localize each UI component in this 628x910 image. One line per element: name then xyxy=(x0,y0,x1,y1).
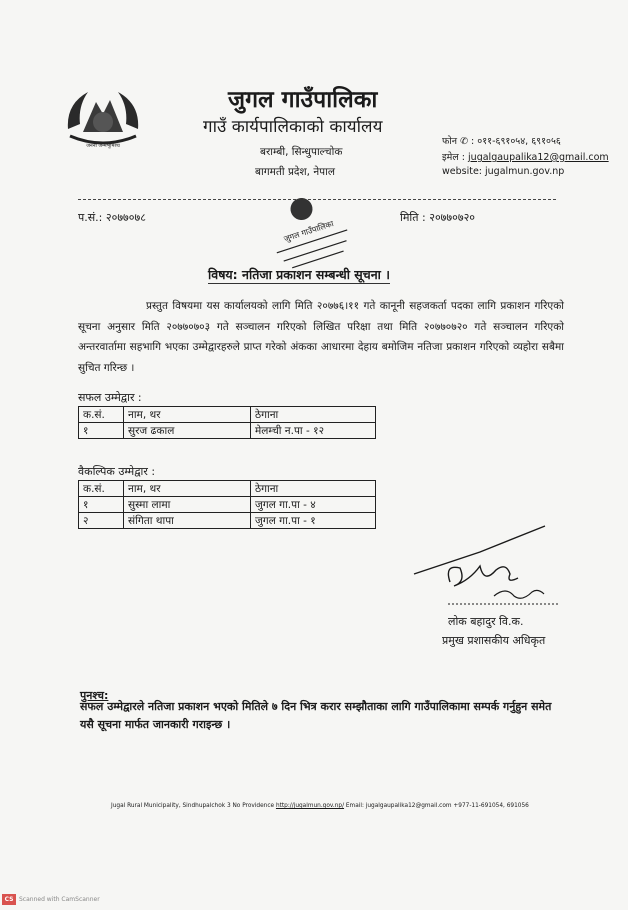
table-row xyxy=(79,423,376,439)
email-row xyxy=(442,150,609,163)
successful-heading: सफल उम्मेद्वार : xyxy=(78,391,142,404)
alternate-table xyxy=(78,480,376,529)
address-line-1: बराम्बी, सिन्धुपाल्चोक xyxy=(260,146,343,158)
table-cell: २ xyxy=(79,513,124,529)
email-link[interactable]: jugalgaupalika12@gmail.com xyxy=(468,152,609,163)
table-row xyxy=(79,513,376,529)
website-text: website: jugalmun.gov.np xyxy=(442,166,565,177)
table-cell: जुगल गा.पा - १ xyxy=(251,513,376,529)
subject-line: विषय: नतिजा प्रकाशन सम्बन्धी सूचना । xyxy=(208,267,390,282)
camscanner-icon: CS xyxy=(2,894,16,905)
header-cell: नाम, थर xyxy=(124,481,251,497)
alternate-heading: वैकल्पिक उम्मेद्वार : xyxy=(78,465,156,478)
table-header-row xyxy=(79,481,376,497)
footer xyxy=(111,803,529,809)
table-header-row xyxy=(79,407,376,423)
office-stamp xyxy=(253,188,363,270)
handwritten-signature xyxy=(410,522,565,607)
phone-text: फोन ✆ : ०११-६९१०५४, ६९१०५६ xyxy=(442,136,561,147)
office-title: जुगल गाउँपालिका xyxy=(228,86,378,113)
header-cell: क.सं. xyxy=(79,407,124,423)
email-label: इमेल : xyxy=(442,152,466,163)
table-cell: १ xyxy=(79,423,124,439)
nepal-emblem-logo xyxy=(58,84,148,152)
table-cell: १ xyxy=(79,497,124,513)
signatory-name: लोक बहादुर वि.क. xyxy=(448,615,524,628)
body-paragraph: प्रस्तुत विषयमा यस कार्यालयको लागि मिति २०७७६।११ गते कानूनी सहजकर्ता पदका लागि प्रकाशन गरिएको सूचना अनुसार मिति २०७७०७०३ गते सञ्चालन गरिएको लिखित परिक्षा तथा मिति २०७७०७२० गते सञ्चालन गरिएको अन्तरवार्तामा सहभागि भएका उम्मेद्वारहरुले प्राप्त गरेको अंकका आधारमा देहाय बमोजिम नतिजा प्रकाशन गरिएको व्यहोरा सबैमा सुचित गरिन्छ । xyxy=(78,300,564,374)
scanner-badge xyxy=(2,894,100,905)
header-cell: क.सं. xyxy=(79,481,124,497)
table-cell: संगिता थापा xyxy=(124,513,251,529)
letter-date: मिति : २०७७०७२० xyxy=(400,211,476,224)
reference-number: प.सं.: २०७७०७८ xyxy=(78,211,146,224)
header-cell: ठेगाना xyxy=(251,481,376,497)
header-cell: नाम, थर xyxy=(124,407,251,423)
header-cell: ठेगाना xyxy=(251,407,376,423)
footer-email: Email: jugalgaupalika12@gmail.com xyxy=(345,803,452,809)
svg-text:जननी जन्मभूमिश्च: जननी जन्मभूमिश्च xyxy=(86,143,120,149)
address-line-2: बागमती प्रदेश, नेपाल xyxy=(255,166,335,178)
table-cell: सुस्मा लामा xyxy=(124,497,251,513)
scanner-badge-text: Scanned with CamScanner xyxy=(19,896,100,903)
footer-url-link[interactable]: http://jugalmun.gov.np/ xyxy=(275,803,345,809)
footer-phone: +977-11-691054, 691056 xyxy=(453,803,529,809)
postscript-text: सफल उम्मेद्वारले नतिजा प्रकाशन भएको मितिले ७ दिन भित्र करार सम्झौताका लागि गाउँपालिकामा सम्पर्क गर्नुहुन समेत यसै सूचना मार्फत जानकारी गराइन्छ । xyxy=(80,700,552,731)
postscript-label: पुनश्च: xyxy=(80,689,109,702)
successful-table xyxy=(78,406,376,439)
table-cell: जुगल गा.पा - ४ xyxy=(251,497,376,513)
table-cell: मेलम्ची न.पा - १२ xyxy=(251,423,376,439)
table-cell: सुरज ढकाल xyxy=(124,423,251,439)
footer-text: Jugal Rural Municipality, Sindhupalchok 3 No Providence xyxy=(111,803,275,809)
office-subtitle: गाउँ कार्यपालिकाको कार्यालय xyxy=(203,117,383,137)
table-row xyxy=(79,497,376,513)
signatory-post: प्रमुख प्रशासकीय अधिकृत xyxy=(442,634,546,647)
stamp-text: जुगल गाउँपालिका xyxy=(282,219,335,244)
